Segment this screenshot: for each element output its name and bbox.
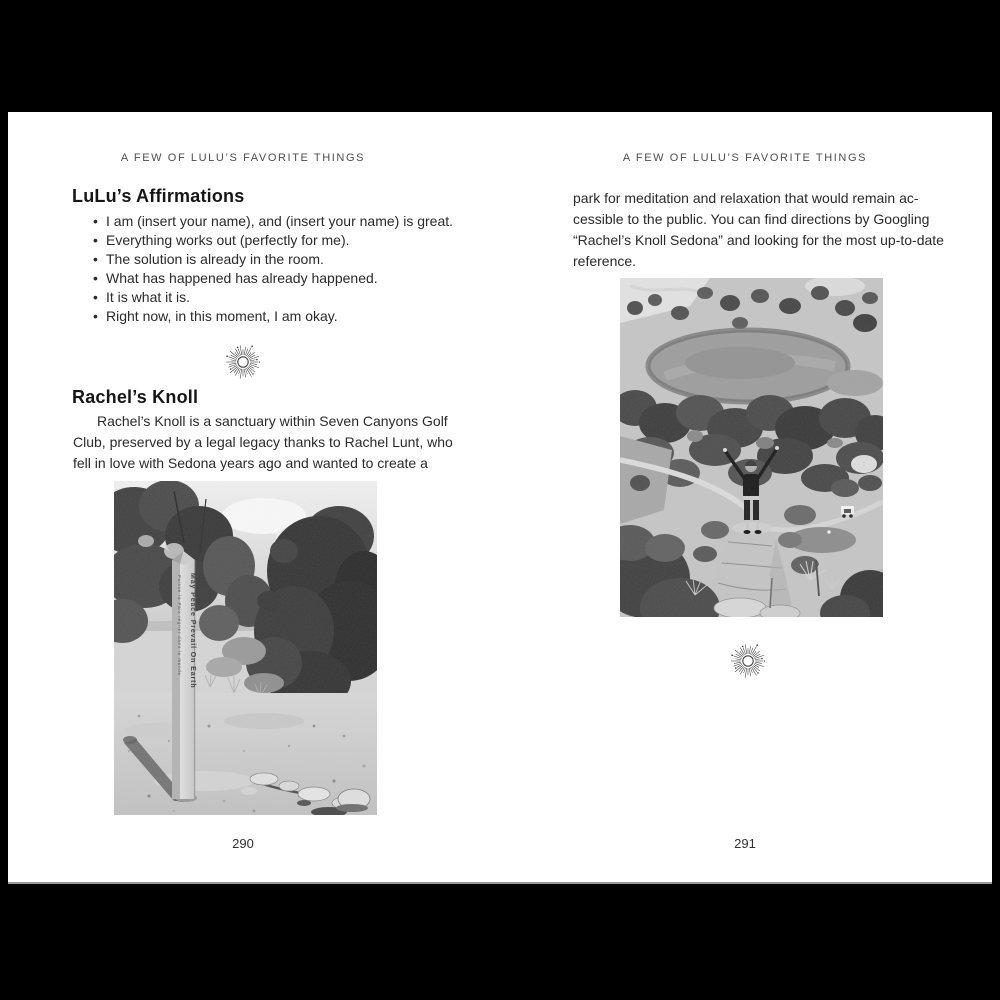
continued-paragraph	[573, 188, 944, 272]
paragraph-line: park for meditation and relaxation that would remain ac-	[573, 190, 919, 206]
list-item: • The solution is already in the room.	[93, 250, 453, 269]
page-number-left: 290	[232, 836, 254, 851]
paragraph-line: fell in love with Sedona years ago and wanted to create a	[73, 455, 428, 471]
list-item: • Everything works out (perfectly for me).	[93, 231, 453, 250]
knoll-overlook-photo	[620, 278, 883, 617]
list-item: • What has happened has already happened.	[93, 269, 453, 288]
list-item: • It is what it is.	[93, 288, 453, 307]
page-number-right: 291	[734, 836, 756, 851]
running-head-left: A FEW OF LULU’S FAVORITE THINGS	[120, 152, 366, 164]
sunburst-divider-icon	[731, 644, 765, 678]
running-head-right: A FEW OF LULU’S FAVORITE THINGS	[622, 152, 868, 164]
paragraph-line: Rachel’s Knoll is a sanctuary within Seven Canyons Golf	[97, 413, 448, 429]
rachels-knoll-paragraph	[73, 411, 453, 474]
paragraph-line: cessible to the public. You can find directions by Googling	[573, 211, 930, 227]
book-spread	[8, 112, 992, 884]
affirmations-list	[93, 212, 453, 326]
paragraph-line: “Rachel’s Knoll Sedona” and looking for the most up-to-date	[573, 232, 944, 248]
rachels-knoll-heading: Rachel’s Knoll	[72, 387, 199, 407]
paragraph-line: Club, preserved by a legal legacy thanks to Rachel Lunt, who	[73, 434, 453, 450]
paragraph-line: reference.	[573, 253, 637, 269]
list-item: • Right now, in this moment, I am okay.	[93, 307, 453, 326]
list-item: • I am (insert your name), and (insert your name) is great.	[93, 212, 453, 231]
affirmations-heading: LuLu’s Affirmations	[72, 186, 245, 206]
sunburst-divider-icon	[226, 345, 260, 379]
peace-pole-photo	[114, 481, 377, 815]
